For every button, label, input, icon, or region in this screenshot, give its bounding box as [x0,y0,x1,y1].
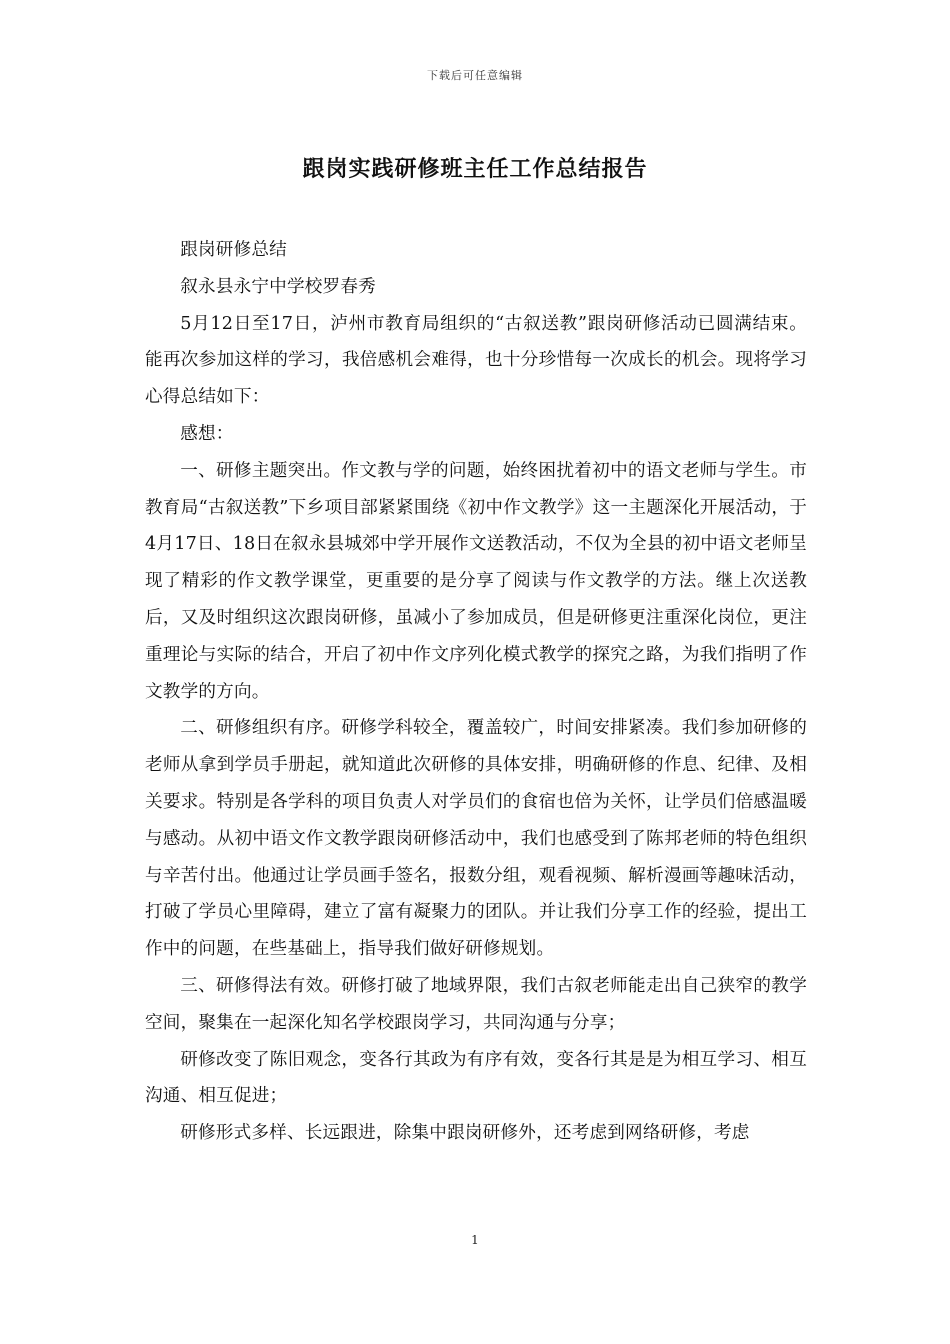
paragraph-forms: 研修形式多样、长远跟进，除集中跟岗研修外，还考虑到网络研修，考虑 [180,1123,750,1144]
header-note: 下载后可任意编辑 [427,69,523,82]
paragraph-point-three: 三、研修得法有效。研修打破了地域界限，我们古叙老师能走出自己狭窄的教学空间，聚集在一起深化知名学校跟岗学习，共同沟通与分享； [145,975,807,1033]
paragraph-author: 叙永县永宁中学校罗春秀 [180,276,376,297]
paragraph-intro: 5月12日至17日，泸州市教育局组织的“古叙送教”跟岗研修活动已圆满结束。能再次参加这样的学习，我倍感机会难得，也十分珍惜每一次成长的机会。现将学习心得总结如下： [145,313,807,408]
paragraph-concept-change: 研修改变了陈旧观念，变各行其政为有序有效，变各行其是是为相互学习、相互沟通、相互促进； [145,1049,807,1107]
paragraph-point-two: 二、研修组织有序。研修学科较全，覆盖较广，时间安排紧凑。我们参加研修的老师从拿到学员手册起，就知道此次研修的具体安排，明确研修的作息、纪律、及相关要求。特别是各学科的项目负责人对学员们的食宿也倍为关怀，让学员们倍感温暖与感动。从初中语文作文教学跟岗研修活动中，我们也感受到了陈邦老师的特色组织与辛苦付出。他通过让学员画手签名，报数分组，观看视频、解析漫画等趣味活动，打破了学员心里障碍，建立了富有凝聚力的团队。并让我们分享工作的经验，提出工作中的问题，在些基础上，指导我们做好研修规划。 [145,718,807,960]
paragraph-thoughts-label: 感想： [180,423,234,444]
page-number: 1 [471,1233,479,1247]
document-title: 跟岗实践研修班主任工作总结报告 [302,156,648,182]
paragraph-point-one: 一、研修主题突出。作文教与学的问题，始终困扰着初中的语文老师与学生。市教育局“古叙送教”下乡项目部紧紧围绕《初中作文教学》这一主题深化开展活动，于4月17日、18日在叙永县城郊中学开展作文送教活动，不仅为全县的初中语文老师呈现了精彩的作文教学课堂，更重要的是分享了阅读与作文教学的方法。继上次送教后，又及时组织这次跟岗研修，虽减小了参加成员，但是研修更注重深化岗位，更注重理论与实际的结合，开启了初中作文序列化模式教学的探究之路，为我们指明了作文教学的方向。 [145,460,807,702]
paragraph-heading: 跟岗研修总结 [180,240,287,260]
document-body [145,232,807,1152]
